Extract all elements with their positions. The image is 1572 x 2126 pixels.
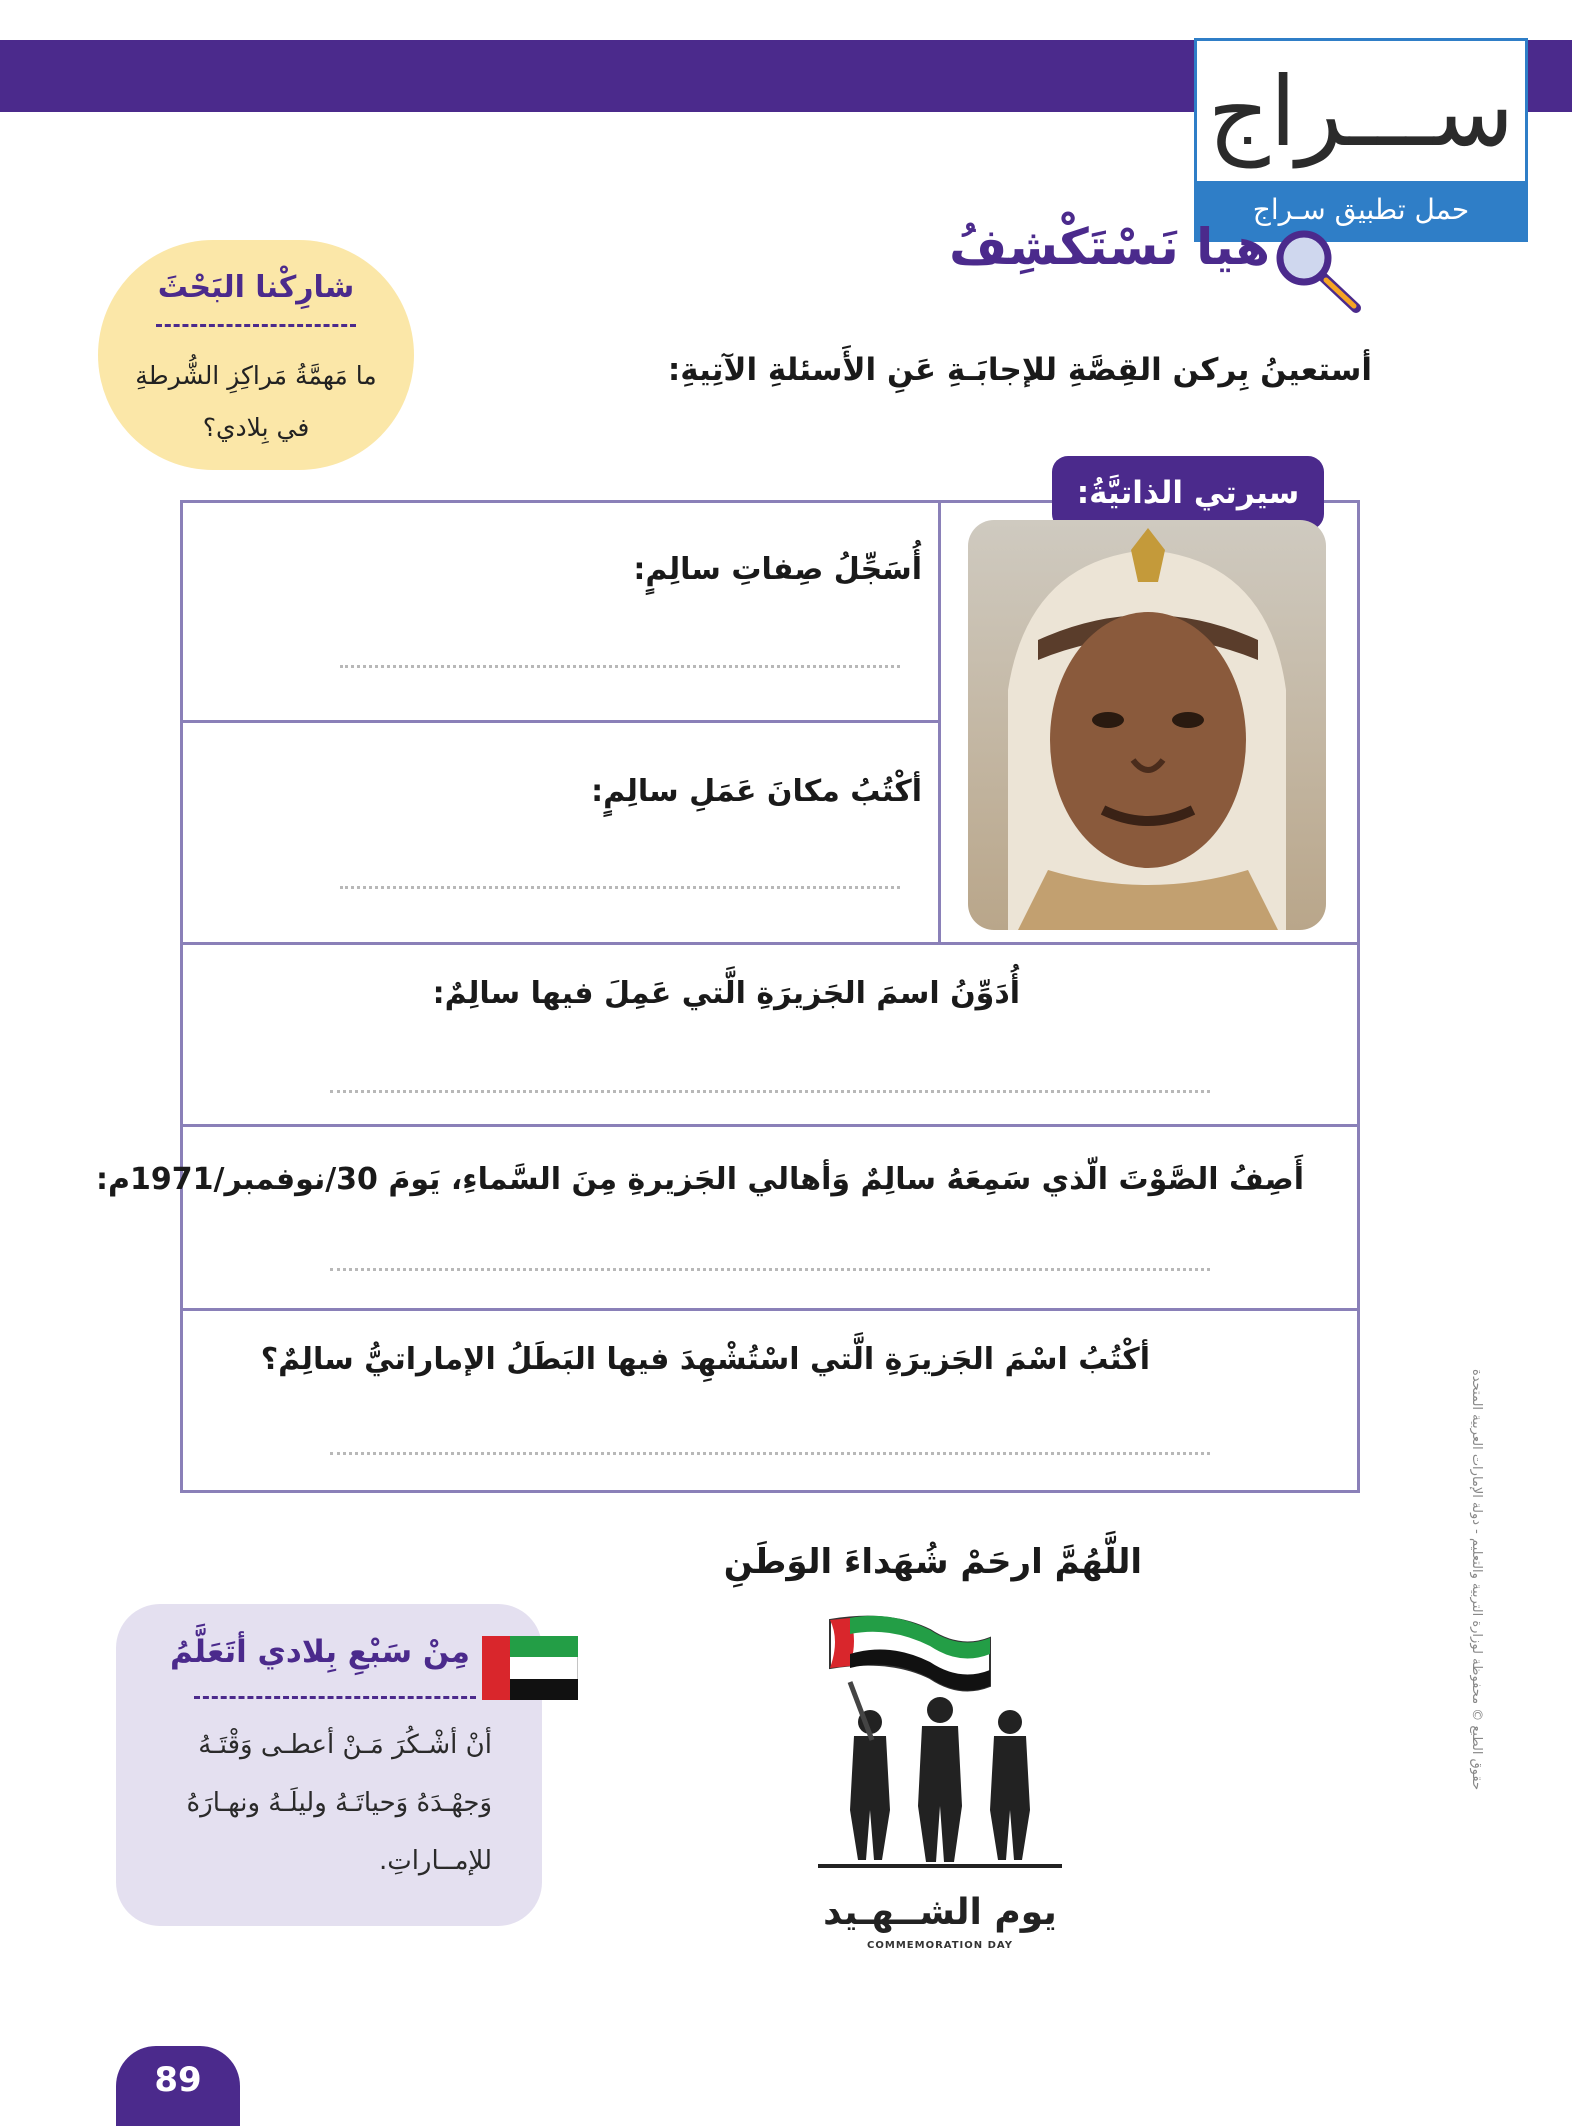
heading-title: هيا نَسْتَكْشِفُ xyxy=(949,218,1270,276)
logo-wordmark: ســـراج xyxy=(1207,56,1515,168)
answer-line-4[interactable] xyxy=(330,1268,1210,1271)
copyright-note: حقوق الطبع © محفوظة لوزارة التربية والتعليم - دولة الإمارات العربية المتحدة xyxy=(1469,1368,1484,1790)
learn-title: مِنْ سَبْعِ بِلادي أتَعَلَّمُ xyxy=(169,1634,470,1670)
poster-subtitle: COMMEMORATION DAY xyxy=(867,1940,1013,1951)
prayer-text: اللَّهُمَّ ارحَمْ شُهَداءَ الوَطَنِ xyxy=(723,1542,1142,1582)
row-divider xyxy=(180,1308,1360,1311)
share-title: شارِكْنا البَحْثَ xyxy=(157,270,355,305)
portrait-photo xyxy=(968,520,1326,930)
logo-app-strip: حمل تطبيق سـراج xyxy=(1197,181,1525,239)
learn-body: أنْ أشْـكُرَ مَـنْ أعطـى وَقْتَـهُ وَجهْـدَهُ وَحياتَـهُ وليلَـهُ ونهـارَهُ للإمــاراتِ. xyxy=(186,1730,492,1876)
section-heading xyxy=(949,218,1410,308)
instruction-text: أستعينُ بِركن القِصَّةِ للإجابَـةِ عَنِ الأَسئلةِ الآتِيةِ: xyxy=(667,352,1372,388)
row-divider xyxy=(180,1124,1360,1127)
share-divider xyxy=(156,324,356,327)
uae-flag-icon xyxy=(482,1636,578,1700)
magnifier-icon xyxy=(1270,226,1370,316)
share-question: ما مَهمَّةُ مَراكِزِ الشُّرطةِ في بِلادي؟ xyxy=(135,361,377,442)
answer-line-1[interactable] xyxy=(340,665,900,668)
learn-box xyxy=(116,1604,542,1926)
column-divider xyxy=(938,500,941,944)
answer-line-3[interactable] xyxy=(330,1090,1210,1093)
answer-line-2[interactable] xyxy=(340,886,900,889)
page-number-badge xyxy=(116,2046,240,2126)
learn-divider xyxy=(194,1696,476,1699)
question-1: أُسَجِّلُ صِفاتِ سالِمٍ: xyxy=(633,552,922,587)
answer-line-5[interactable] xyxy=(330,1452,1210,1455)
page-number: 89 xyxy=(154,2060,202,2100)
question-4: أَصِفُ الصَّوْتَ الّذي سَمِعَهُ سالِمٌ وَأهالي الجَزيرةِ مِنَ السَّماءِ، يَومَ 30/نوفمبر/1971م: xyxy=(96,1162,1304,1197)
bio-tab: سيرتي الذاتيَّةُ: xyxy=(1052,456,1324,530)
row-divider xyxy=(180,942,1360,945)
question-2: أكْتُبُ مكانَ عَمَلِ سالِمٍ: xyxy=(591,774,922,809)
question-5: أكْتُبُ اسْمَ الجَزيرَةِ الَّتي اسْتُشْهِدَ فيها البَطَلُ الإماراتيُّ سالِمٌ؟ xyxy=(260,1342,1150,1377)
question-3: أُدَوِّنُ اسمَ الجَزيرَةِ الَّتي عَمِلَ فيها سالِمٌ: xyxy=(432,976,1020,1011)
siraj-logo[interactable] xyxy=(1194,38,1528,242)
share-research-bubble xyxy=(98,240,414,470)
poster-title: يوم الشــهـيد xyxy=(823,1892,1057,1933)
row-divider xyxy=(180,720,940,723)
